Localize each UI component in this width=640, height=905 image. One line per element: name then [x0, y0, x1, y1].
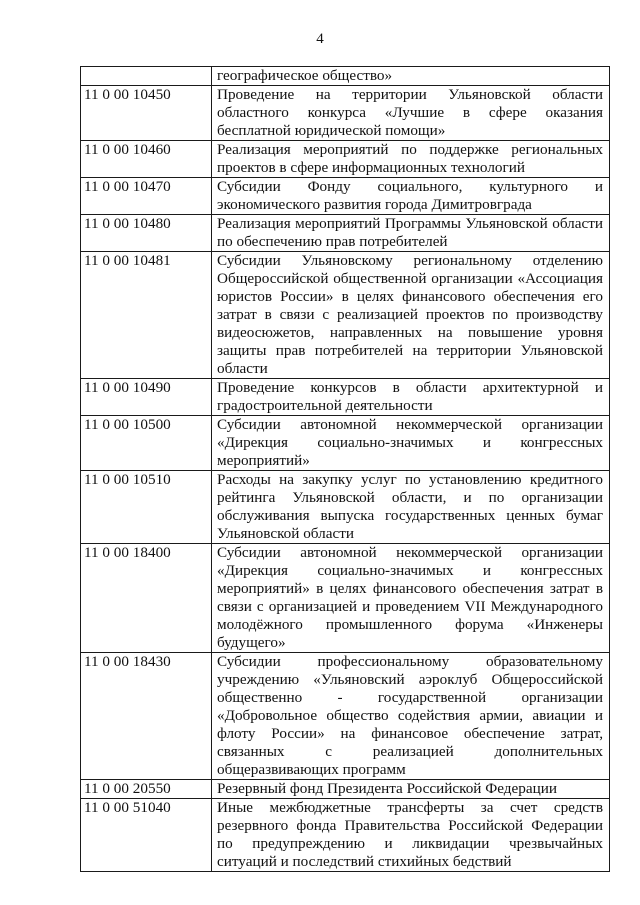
row-description: Субсидии автономной некоммерческой организации «Дирекция социально-значимых и конгрессных мероприятий» в целях финансового обеспечения затрат в связи с организацией и проведением VII Международного молодёжного промышленного форума «Инженеры будущего»	[212, 544, 610, 653]
budget-codes-table	[80, 66, 610, 872]
row-code: 11 0 00 10510	[81, 471, 212, 544]
row-description: Субсидии профессиональному образовательному учреждению «Ульяновский аэроклуб Общероссийской общественно - государственной организации «Добровольное общество содействия армии, авиации и флоту России» на финансовое обеспечение затрат, связанных с реализацией дополнительных общеразвивающих программ	[212, 653, 610, 780]
table-row	[81, 252, 610, 379]
table-row	[81, 178, 610, 215]
table-row	[81, 141, 610, 178]
row-code: 11 0 00 10500	[81, 416, 212, 471]
table-row	[81, 86, 610, 141]
row-description: Субсидии Ульяновскому региональному отделению Общероссийской общественной организации «Ассоциация юристов России» в целях финансового обеспечения его затрат в связи с реализацией проектов по производству видеосюжетов, направленных на повышение уровня защиты прав потребителей на территории Ульяновской области	[212, 252, 610, 379]
table-row	[81, 471, 610, 544]
row-code: 11 0 00 10470	[81, 178, 212, 215]
row-description: Проведение конкурсов в области архитектурной и градостроительной деятельности	[212, 379, 610, 416]
table-row	[81, 379, 610, 416]
row-code	[81, 67, 212, 86]
row-description: Реализация мероприятий по поддержке региональных проектов в сфере информационных технологий	[212, 141, 610, 178]
row-code: 11 0 00 10481	[81, 252, 212, 379]
table-row	[81, 416, 610, 471]
row-code: 11 0 00 10480	[81, 215, 212, 252]
row-code: 11 0 00 10450	[81, 86, 212, 141]
table-row	[81, 67, 610, 86]
row-code: 11 0 00 10460	[81, 141, 212, 178]
row-description: Субсидии автономной некоммерческой организации «Дирекция социально-значимых и конгрессных мероприятий»	[212, 416, 610, 471]
table-row	[81, 215, 610, 252]
row-code: 11 0 00 18430	[81, 653, 212, 780]
table-row	[81, 799, 610, 872]
table-row	[81, 653, 610, 780]
page-number: 4	[316, 31, 324, 47]
row-description: Субсидии Фонду социального, культурного и экономического развития города Димитровграда	[212, 178, 610, 215]
row-code: 11 0 00 51040	[81, 799, 212, 872]
row-description: Реализация мероприятий Программы Ульяновской области по обеспечению прав потребителей	[212, 215, 610, 252]
row-description: Расходы на закупку услуг по установлению кредитного рейтинга Ульяновской области, и по организации обслуживания выпуска государственных ценных бумаг Ульяновской области	[212, 471, 610, 544]
table-row	[81, 780, 610, 799]
row-code: 11 0 00 20550	[81, 780, 212, 799]
row-description: географическое общество»	[212, 67, 610, 86]
row-description: Иные межбюджетные трансферты за счет средств резервного фонда Правительства Российской Федерации по предупреждению и ликвидации чрезвычайных ситуаций и последствий стихийных бедствий	[212, 799, 610, 872]
table-row	[81, 544, 610, 653]
row-code: 11 0 00 18400	[81, 544, 212, 653]
row-description: Резервный фонд Президента Российской Федерации	[212, 780, 610, 799]
row-code: 11 0 00 10490	[81, 379, 212, 416]
row-description: Проведение на территории Ульяновской области областного конкурса «Лучшие в сфере оказания бесплатной юридической помощи»	[212, 86, 610, 141]
